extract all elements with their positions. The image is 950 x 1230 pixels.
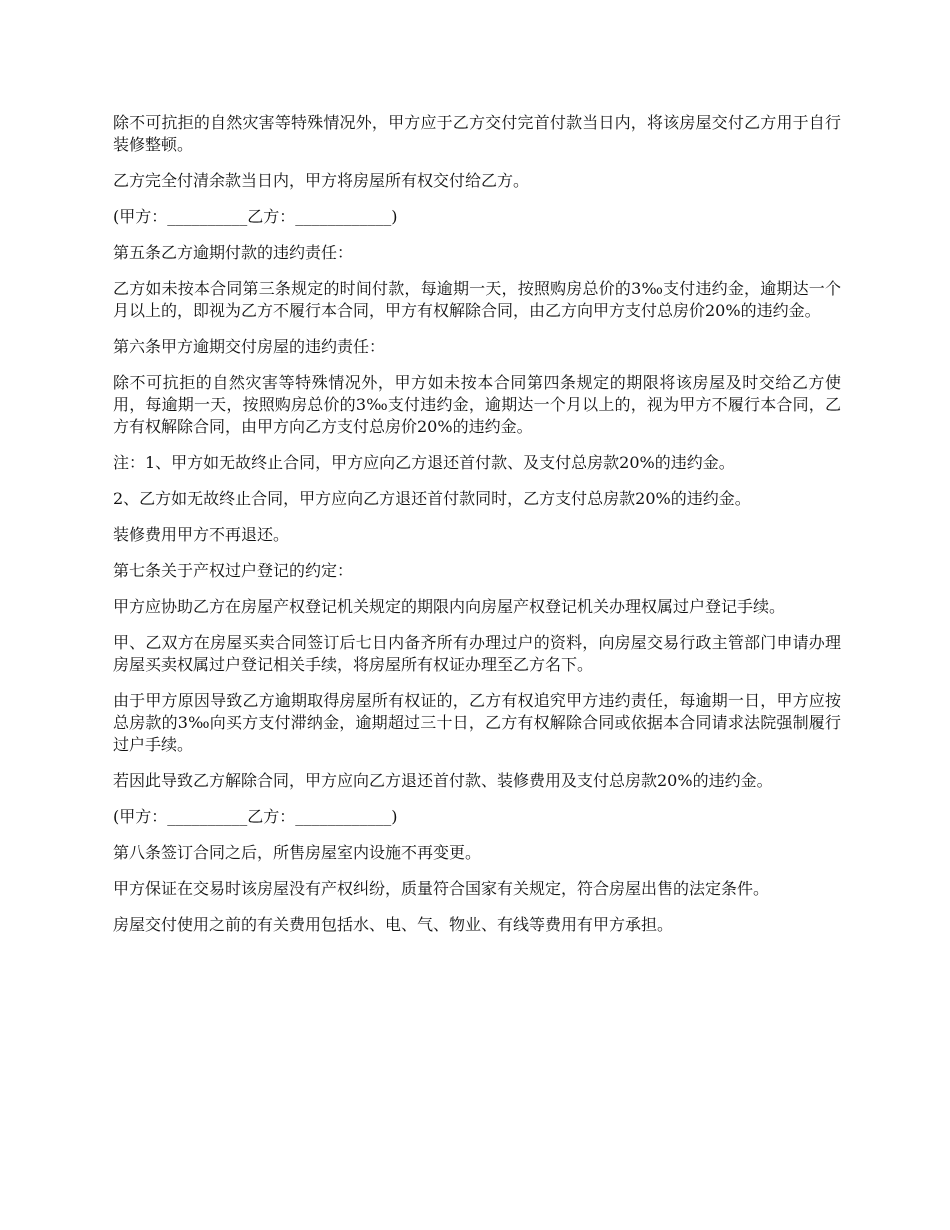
note-2: 2、乙方如无故终止合同，甲方应向乙方退还首付款同时，乙方支付总房款20%的违约金。 [113,489,751,508]
article-7-heading: 第七条关于产权过户登记的约定： [113,561,354,580]
signature-line-2: (甲方：__________乙方：____________) [113,807,398,826]
article-6-body: 除不可抗拒的自然灾害等特殊情况外，甲方如未按本合同第四条规定的期限将该房屋及时交给乙方使用，每逾期一天，按照购房总价的3‰支付违约金，逾期达一个月以上的，视为甲方不履行本合同，乙方有权解除合同，由甲方向乙方支付总房价20%的违约金。 [113,373,841,436]
signature-line-1: (甲方：__________乙方：____________) [113,207,398,226]
article-7-body-1: 甲方应协助乙方在房屋产权登记机关规定的期限内向房屋产权登记机关办理权属过户登记手续。 [113,597,786,616]
article-7-body-2: 甲、乙双方在房屋买卖合同签订后七日内备齐所有办理过户的资料，向房屋交易行政主管部门申请办理房屋买卖权属过户登记相关手续，将房屋所有权证办理至乙方名下。 [113,633,841,674]
document-page [113,112,841,950]
article-8-body-2: 房屋交付使用之前的有关费用包括水、电、气、物业、有线等费用有甲方承担。 [113,915,674,934]
article-5-heading: 第五条乙方逾期付款的违约责任： [113,243,354,262]
paragraph-ownership-transfer: 乙方完全付清余款当日内，甲方将房屋所有权交付给乙方。 [113,171,530,190]
article-8-heading: 第八条签订合同之后，所售房屋室内设施不再变更。 [113,843,482,862]
note-renovation: 装修费用甲方不再退还。 [113,525,290,544]
article-7-body-4: 若因此导致乙方解除合同，甲方应向乙方退还首付款、装修费用及支付总房款20%的违约金。 [113,771,773,790]
paragraph-handover: 除不可抗拒的自然灾害等特殊情况外，甲方应于乙方交付完首付款当日内，将该房屋交付乙方用于自行装修整顿。 [113,113,841,154]
article-5-body: 乙方如未按本合同第三条规定的时间付款，每逾期一天，按照购房总价的3‰支付违约金，逾期达一个月以上的，即视为乙方不履行本合同，甲方有权解除合同，由乙方向甲方支付总房价20%的违约金。 [113,279,841,320]
note-1: 注：1、甲方如无故终止合同，甲方应向乙方退还首付款、及支付总房款20%的违约金。 [113,453,735,472]
article-8-body-1: 甲方保证在交易时该房屋没有产权纠纷，质量符合国家有关规定，符合房屋出售的法定条件。 [113,879,770,898]
article-6-heading: 第六条甲方逾期交付房屋的违约责任： [113,337,386,356]
article-7-body-3: 由于甲方原因导致乙方逾期取得房屋所有权证的，乙方有权追究甲方违约责任，每逾期一日，甲方应按总房款的3‰向买方支付滞纳金，逾期超过三十日，乙方有权解除合同或依据本合同请求法院强制履行过户手续。 [113,691,841,754]
